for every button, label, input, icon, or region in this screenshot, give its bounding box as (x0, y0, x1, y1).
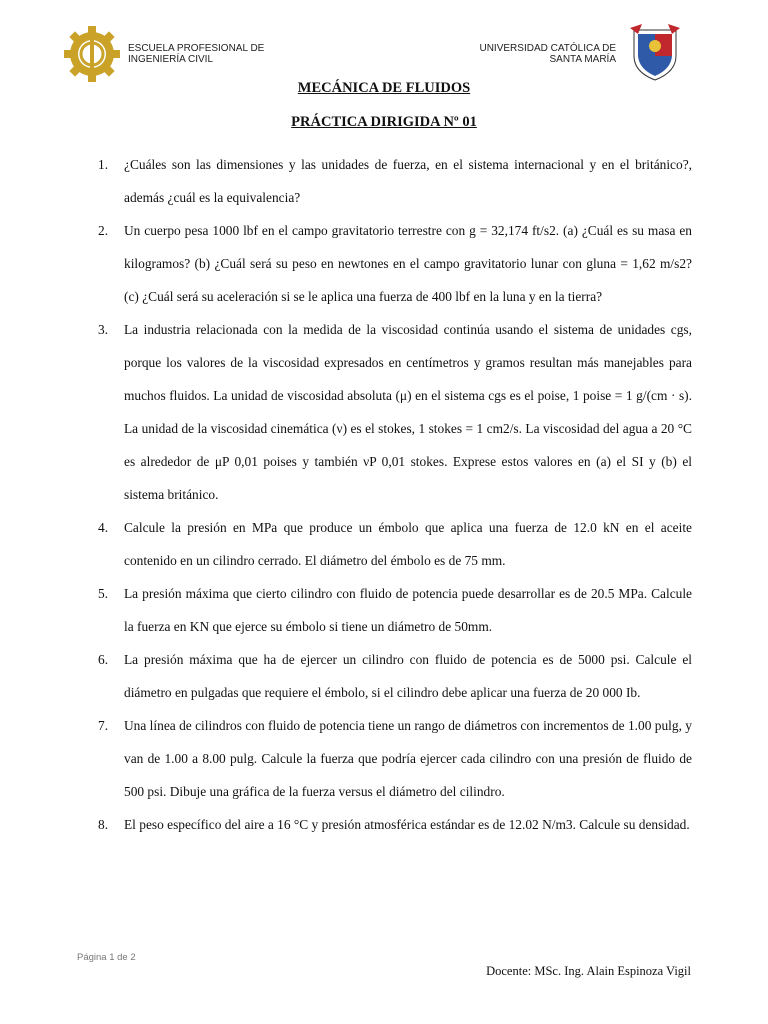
page-title: MECÁNICA DE FLUIDOS (297, 80, 471, 96)
question-text: El peso específico del aire a 16 °C y presión atmosférica estándar es de 12.02 N/m3. Calcule su densidad. (124, 817, 690, 832)
question-text: La industria relacionada con la medida de la viscosidad continúa usando el sistema de unidades cgs, porque los valores de la viscosidad expresados en centímetros y gramos resultan más manejables para muchos fluidos. La unidad de viscosidad absoluta (μ) en el sistema cgs es el poise, 1 poise = 1 g/(cm · s). La unidad de la viscosidad cinemática (ν) es el stokes, 1 stokes = 1 cm2/s. La viscosidad del agua a 20 °C es alrededor de μP 0,01 poises y también νP 0,01 stokes. Exprese estos valores en (a) el SI y (b) el sistema británico. (124, 322, 692, 502)
question-number: 2. (98, 223, 109, 238)
page-number: Página 1 de 2 (77, 952, 136, 963)
question-item (98, 643, 692, 709)
question-text: Un cuerpo pesa 1000 lbf en el campo gravitatorio terrestre con g = 32,174 ft/s2. (a) ¿Cuál es su masa en kilogramos? (b) ¿Cuál será su peso en newtones en el campo gravitatorio lunar con gluna = 1,62 m/s2? (c) ¿Cuál será su aceleración si se le aplica una fuerza de 400 lbf en la luna y en la tierra? (124, 223, 692, 304)
question-number: 1. (98, 157, 109, 172)
question-text: La presión máxima que ha de ejercer un cilindro con fluido de potencia es de 5000 psi. Calcule el diámetro en pulgadas que requiere el émbolo, si el cilindro debe aplicar una fuerza de 20 000 Ib. (124, 652, 692, 700)
question-list (98, 148, 692, 841)
teacher-name: Docente: MSc. Ing. Alain Espinoza Vigil (486, 964, 691, 978)
question-item (98, 808, 692, 841)
page-subtitle: PRÁCTICA DIRIGIDA Nº 01 (291, 114, 477, 130)
question-number: 7. (98, 718, 109, 733)
question-number: 6. (98, 652, 109, 667)
gear-emblem-icon (62, 24, 122, 84)
question-text: ¿Cuáles son las dimensiones y las unidades de fuerza, en el sistema internacional y en el británico?, además ¿cuál es la equivalencia? (124, 157, 692, 205)
question-item (98, 214, 692, 313)
question-text: Una línea de cilindros con fluido de potencia tiene un rango de diámetros con incrementos de 1.00 pulg, y van de 1.00 a 8.00 pulg. Calcule la fuerza que podría ejercer cada cilindro con una presión de fluido de 500 psi. Dibuje una gráfica de la fuerza versus el diámetro del cilindro. (124, 718, 692, 799)
question-item (98, 313, 692, 511)
question-number: 3. (98, 322, 109, 337)
question-item (98, 577, 692, 643)
university-crest-icon (628, 22, 682, 82)
question-text: La presión máxima que cierto cilindro con fluido de potencia puede desarrollar es de 20.5 MPa. Calcule la fuerza en KN que ejerce su émbolo si tiene un diámetro de 50mm. (124, 586, 692, 634)
document-header (62, 24, 682, 84)
school-name: ESCUELA PROFESIONAL DE INGENIERÍA CIVIL (128, 43, 265, 65)
question-item (98, 709, 692, 808)
question-item (98, 148, 692, 214)
question-number: 5. (98, 586, 109, 601)
question-text: Calcule la presión en MPa que produce un émbolo que aplica una fuerza de 12.0 kN en el aceite contenido en un cilindro cerrado. El diámetro del émbolo es de 75 mm. (124, 520, 692, 568)
question-number: 4. (98, 520, 109, 535)
university-name: UNIVERSIDAD CATÓLICA DE SANTA MARÍA (479, 43, 616, 65)
question-number: 8. (98, 817, 109, 832)
question-item (98, 511, 692, 577)
